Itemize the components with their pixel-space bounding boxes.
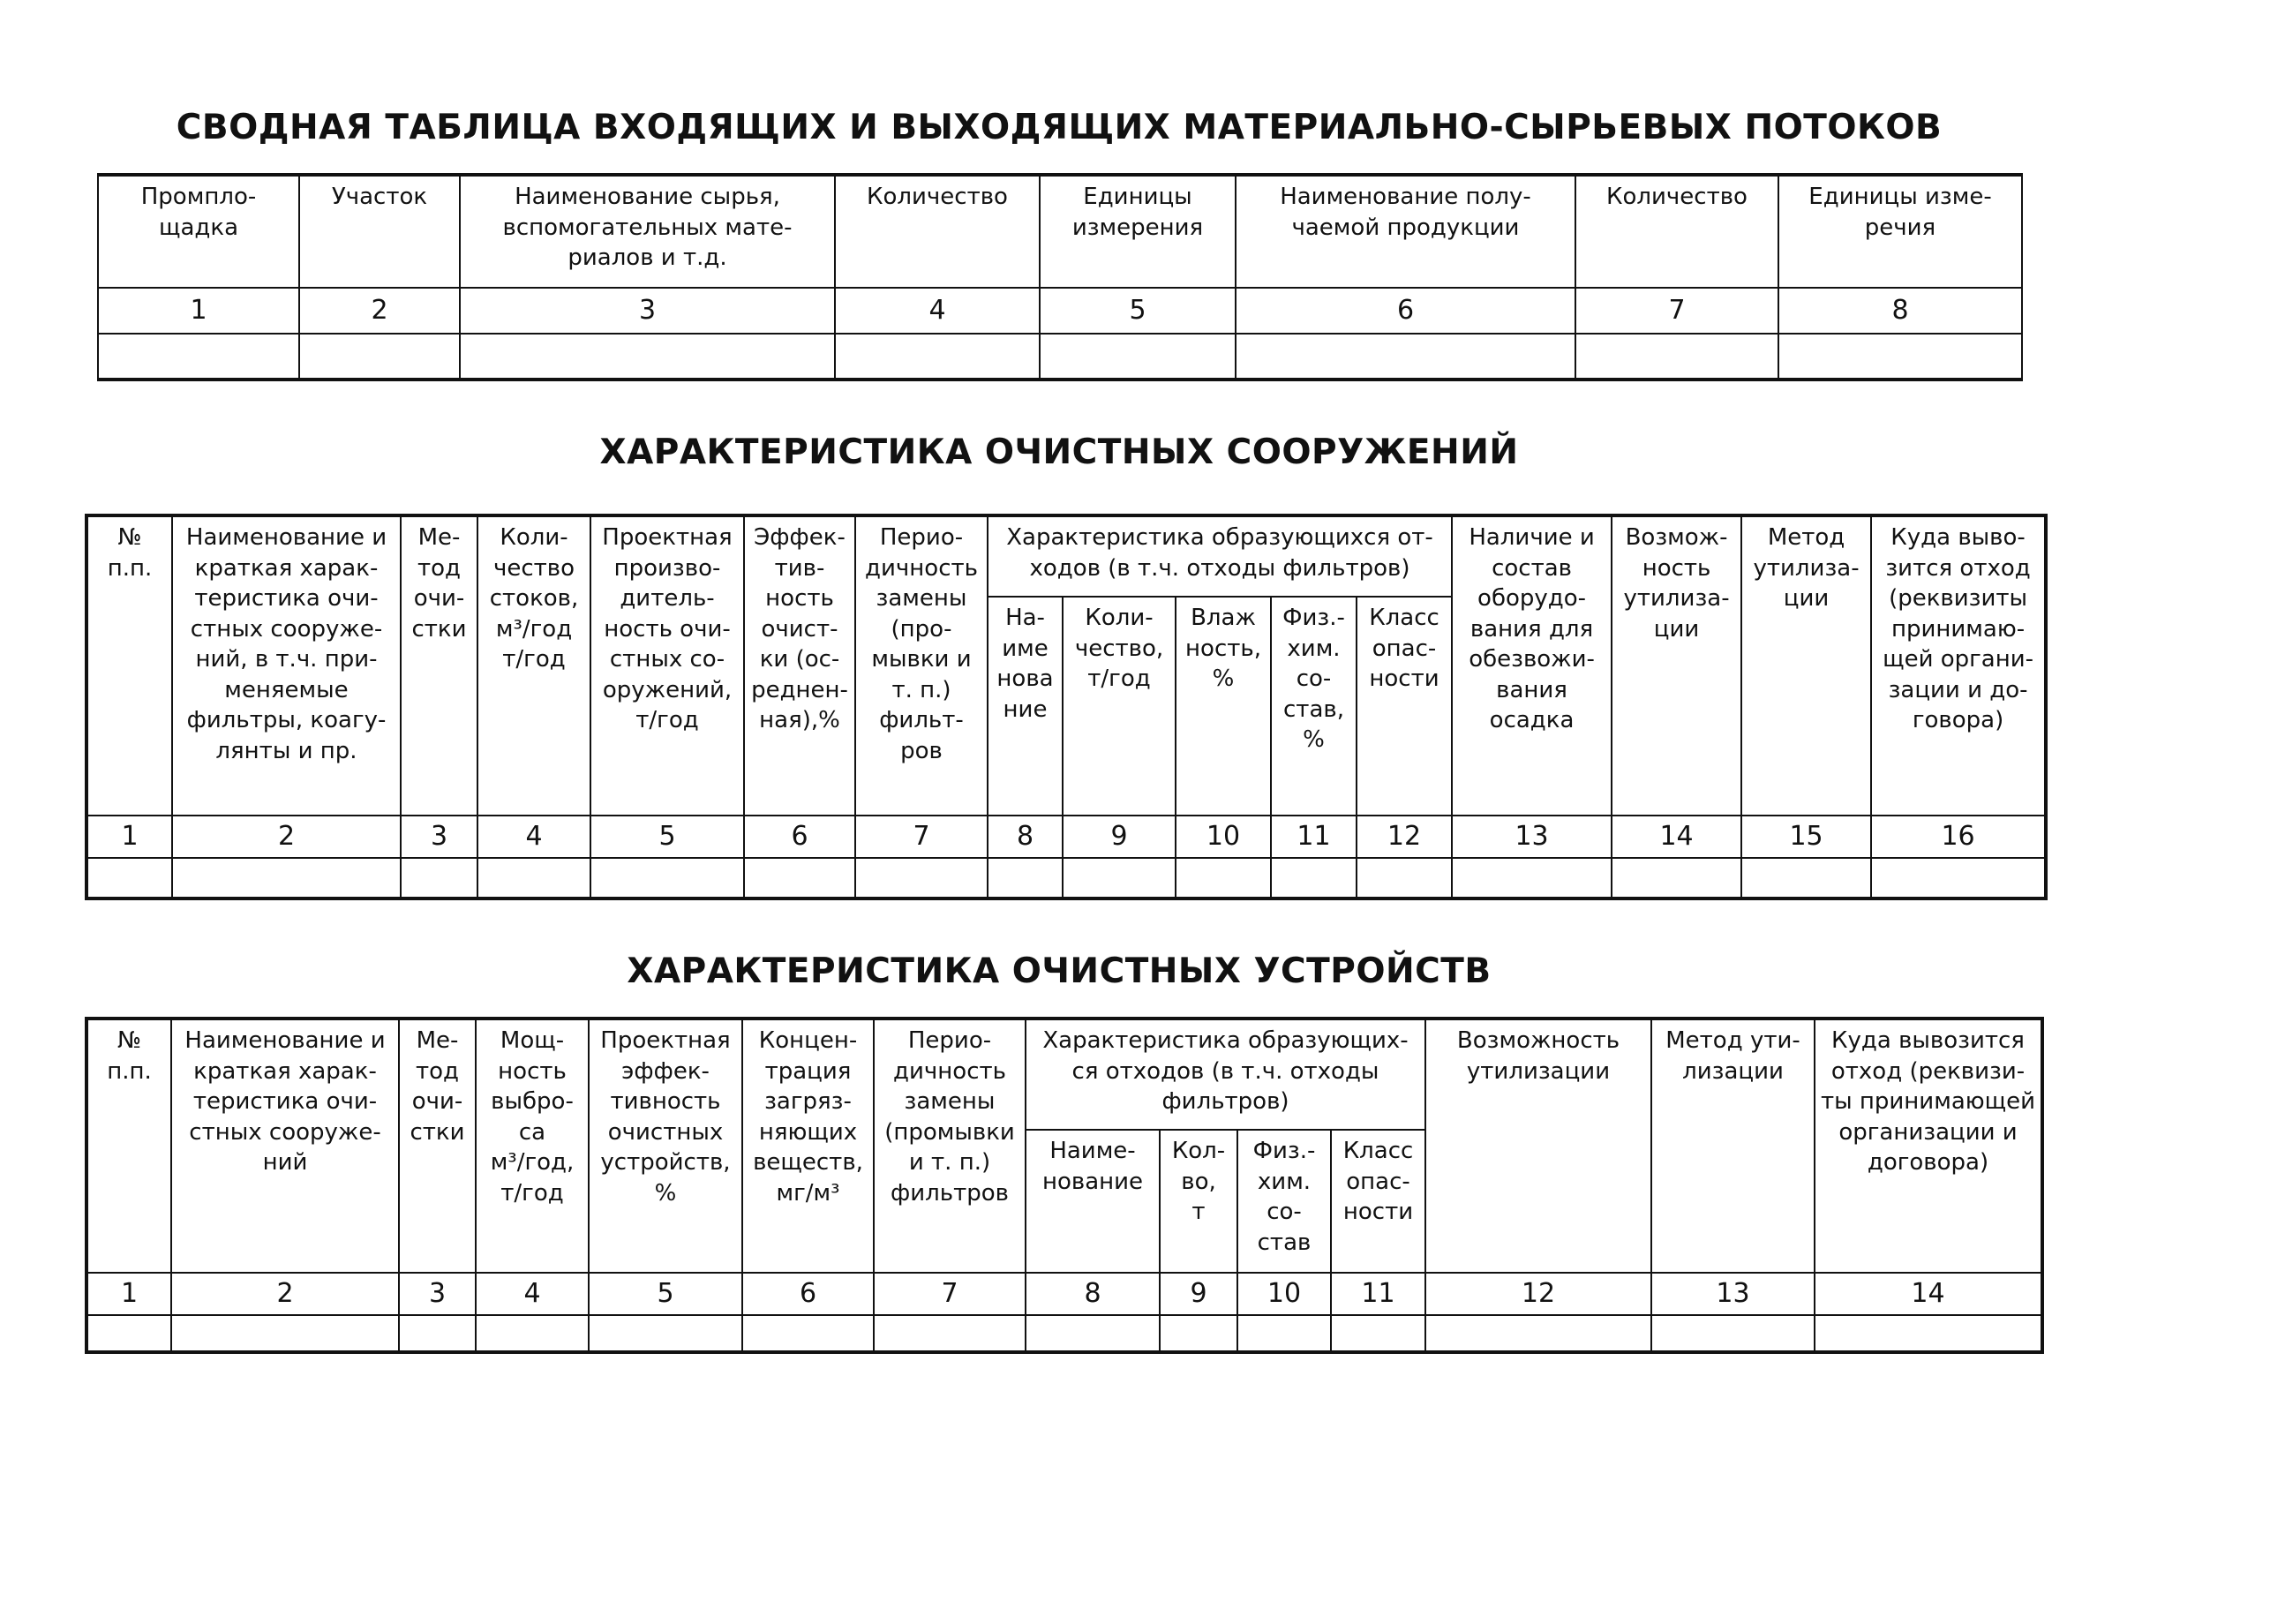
header-cell-efficiency: Эффек- тив- ность очист- ки (ос- реднен- ная),% xyxy=(744,515,855,816)
column-number: 5 xyxy=(589,1273,742,1315)
empty-cell xyxy=(1815,1315,2042,1352)
empty-cell xyxy=(874,1315,1026,1352)
header-cell-filter-replacement: Перио- дичность замены (про- мывки и т. п.) фильт- ров xyxy=(855,515,988,816)
header-cell-number: № п.п. xyxy=(86,515,172,816)
column-number: 12 xyxy=(1357,816,1452,858)
header-cell-method: Ме- тод очи- стки xyxy=(401,515,477,816)
header-cell-dewatering-equipment: Наличие и состав оборудо- вания для обезвожи- вания осадка xyxy=(1452,515,1612,816)
empty-cell xyxy=(477,858,590,898)
header-row xyxy=(86,1019,2042,1130)
column-number: 16 xyxy=(1871,816,2046,858)
header-cell: Участок xyxy=(299,175,460,288)
header-cell-recycling-possibility: Возмож- ность утилиза- ции xyxy=(1612,515,1741,816)
empty-cell xyxy=(1176,858,1271,898)
header-cell-method: Ме- тод очи- стки xyxy=(399,1019,476,1273)
empty-cell xyxy=(590,858,744,898)
column-number: 8 xyxy=(1778,288,2022,334)
column-number: 14 xyxy=(1815,1273,2042,1315)
header-cell-hazard-class: Класс опас- ности xyxy=(1331,1130,1425,1273)
column-number: 3 xyxy=(399,1273,476,1315)
empty-cell xyxy=(1871,858,2046,898)
column-number: 2 xyxy=(172,816,401,858)
column-number: 6 xyxy=(1236,288,1575,334)
column-number-row xyxy=(98,288,2022,334)
empty-cell xyxy=(1331,1315,1425,1352)
empty-cell xyxy=(1741,858,1871,898)
header-cell-humidity: Влаж ность, % xyxy=(1176,597,1271,816)
empty-cell xyxy=(171,1315,399,1352)
empty-cell xyxy=(1160,1315,1237,1352)
header-row xyxy=(86,515,2046,597)
empty-entry-row xyxy=(86,858,2046,898)
header-cell: Наименование сырья, вспомогательных мате- риалов и т.д. xyxy=(460,175,835,288)
column-number: 7 xyxy=(855,816,988,858)
empty-cell xyxy=(742,1315,874,1352)
header-cell-composition: Физ.- хим. со- став xyxy=(1237,1130,1331,1273)
column-number: 1 xyxy=(86,816,172,858)
header-cell-recycling-method: Метод утилиза- ции xyxy=(1741,515,1871,816)
column-number: 9 xyxy=(1160,1273,1237,1315)
empty-cell xyxy=(1357,858,1452,898)
empty-cell xyxy=(299,334,460,380)
header-cell-hazard-class: Класс опас- ности xyxy=(1357,597,1452,816)
column-number: 13 xyxy=(1651,1273,1815,1315)
empty-cell xyxy=(1063,858,1176,898)
header-cell: Промпло- щадка xyxy=(98,175,299,288)
empty-cell xyxy=(589,1315,742,1352)
empty-cell xyxy=(86,1315,171,1352)
header-cell: Количество xyxy=(835,175,1040,288)
empty-cell xyxy=(401,858,477,898)
header-group-waste-characteristics: Характеристика образующихся от- ходов (в т.ч. отходы фильтров) xyxy=(988,515,1452,597)
header-cell-waste-name: На- име нова ние xyxy=(988,597,1063,816)
empty-cell xyxy=(172,858,401,898)
header-cell: Единицы измерения xyxy=(1040,175,1236,288)
header-cell-wastewater-amount: Коли- чество стоков, м³/год т/год xyxy=(477,515,590,816)
empty-cell xyxy=(98,334,299,380)
empty-cell xyxy=(460,334,835,380)
column-number: 5 xyxy=(1040,288,1236,334)
header-cell-emission-power: Мощ- ность выбро- са м³/год, т/год xyxy=(476,1019,589,1273)
empty-cell xyxy=(476,1315,589,1352)
column-number: 4 xyxy=(835,288,1040,334)
table2-title: ХАРАКТЕРИСТИКА ОЧИСТНЫХ СООРУЖЕНИЙ xyxy=(599,432,1519,472)
empty-cell xyxy=(1026,1315,1160,1352)
empty-cell xyxy=(1425,1315,1651,1352)
empty-cell xyxy=(1271,858,1357,898)
header-cell-name: Наименование и краткая харак- теристика очи- стных сооруже- ний, в т.ч. при- меняемые фильтры, коагу- лянты и пр. xyxy=(172,515,401,816)
column-number: 6 xyxy=(744,816,855,858)
empty-cell xyxy=(1040,334,1236,380)
empty-cell xyxy=(399,1315,476,1352)
empty-entry-row xyxy=(86,1315,2042,1352)
column-number: 9 xyxy=(1063,816,1176,858)
empty-cell xyxy=(1237,1315,1331,1352)
empty-cell xyxy=(86,858,172,898)
header-cell-waste-amount: Кол- во, т xyxy=(1160,1130,1237,1273)
header-cell-waste-destination: Куда вывозится отход (реквизи- ты принимающей организации и договора) xyxy=(1815,1019,2042,1273)
column-number: 10 xyxy=(1237,1273,1331,1315)
empty-cell xyxy=(1236,334,1575,380)
header-row xyxy=(98,175,2022,288)
empty-cell xyxy=(1575,334,1778,380)
column-number: 15 xyxy=(1741,816,1871,858)
treatment-devices-table xyxy=(85,1017,2044,1354)
header-cell-design-efficiency: Проектная эффек- тивность очистных устройств, % xyxy=(589,1019,742,1273)
column-number: 2 xyxy=(299,288,460,334)
header-cell: Единицы изме- речия xyxy=(1778,175,2022,288)
empty-cell xyxy=(835,334,1040,380)
header-group-waste-characteristics: Характеристика образующих- ся отходов (в т.ч. отходы фильтров) xyxy=(1026,1019,1425,1130)
column-number: 14 xyxy=(1612,816,1741,858)
column-number: 10 xyxy=(1176,816,1271,858)
table3-title: ХАРАКТЕРИСТИКА ОЧИСТНЫХ УСТРОЙСТВ xyxy=(627,951,1492,991)
header-cell-name: Наименование и краткая харак- теристика очи- стных сооруже- ний xyxy=(171,1019,399,1273)
table1-title: СВОДНАЯ ТАБЛИЦА ВХОДЯЩИХ И ВЫХОДЯЩИХ МАТЕРИАЛЬНО-СЫРЬЕВЫХ ПОТОКОВ xyxy=(176,108,1943,147)
header-cell-recycling-method: Метод ути- лизации xyxy=(1651,1019,1815,1273)
empty-cell xyxy=(1651,1315,1815,1352)
column-number: 7 xyxy=(874,1273,1026,1315)
column-number-row xyxy=(86,816,2046,858)
empty-cell xyxy=(1452,858,1612,898)
empty-cell xyxy=(1778,334,2022,380)
column-number: 6 xyxy=(742,1273,874,1315)
header-cell: Количество xyxy=(1575,175,1778,288)
column-number: 8 xyxy=(988,816,1063,858)
header-cell-number: № п.п. xyxy=(86,1019,171,1273)
column-number: 4 xyxy=(477,816,590,858)
header-cell-waste-amount: Коли- чество, т/год xyxy=(1063,597,1176,816)
header-cell-composition: Физ.- хим. со- став, % xyxy=(1271,597,1357,816)
empty-cell xyxy=(855,858,988,898)
empty-cell xyxy=(744,858,855,898)
column-number: 11 xyxy=(1331,1273,1425,1315)
column-number-row xyxy=(86,1273,2042,1315)
empty-cell xyxy=(1612,858,1741,898)
empty-entry-row xyxy=(98,334,2022,380)
header-cell-pollutant-concentration: Концен- трация загряз- няющих веществ, мг/м³ xyxy=(742,1019,874,1273)
header-cell-waste-destination: Куда выво- зится отход (реквизиты принимаю- щей органи- зации и до- говора) xyxy=(1871,515,2046,816)
header-cell-filter-replacement: Перио- дичность замены (промывки и т. п.) фильтров xyxy=(874,1019,1026,1273)
column-number: 2 xyxy=(171,1273,399,1315)
empty-cell xyxy=(988,858,1063,898)
column-number: 4 xyxy=(476,1273,589,1315)
header-cell-recycling-possibility: Возможность утилизации xyxy=(1425,1019,1651,1273)
column-number: 7 xyxy=(1575,288,1778,334)
column-number: 8 xyxy=(1026,1273,1160,1315)
column-number: 11 xyxy=(1271,816,1357,858)
column-number: 1 xyxy=(98,288,299,334)
column-number: 5 xyxy=(590,816,744,858)
column-number: 1 xyxy=(86,1273,171,1315)
material-flows-table xyxy=(97,173,2023,381)
column-number: 12 xyxy=(1425,1273,1651,1315)
header-cell-waste-name: Наиме- нование xyxy=(1026,1130,1160,1273)
treatment-facilities-table xyxy=(85,514,2048,900)
column-number: 3 xyxy=(460,288,835,334)
header-cell: Наименование полу- чаемой продукции xyxy=(1236,175,1575,288)
header-cell-design-capacity: Проектная произво- дитель- ность очи- стных со- оружений, т/год xyxy=(590,515,744,816)
column-number: 13 xyxy=(1452,816,1612,858)
column-number: 3 xyxy=(401,816,477,858)
